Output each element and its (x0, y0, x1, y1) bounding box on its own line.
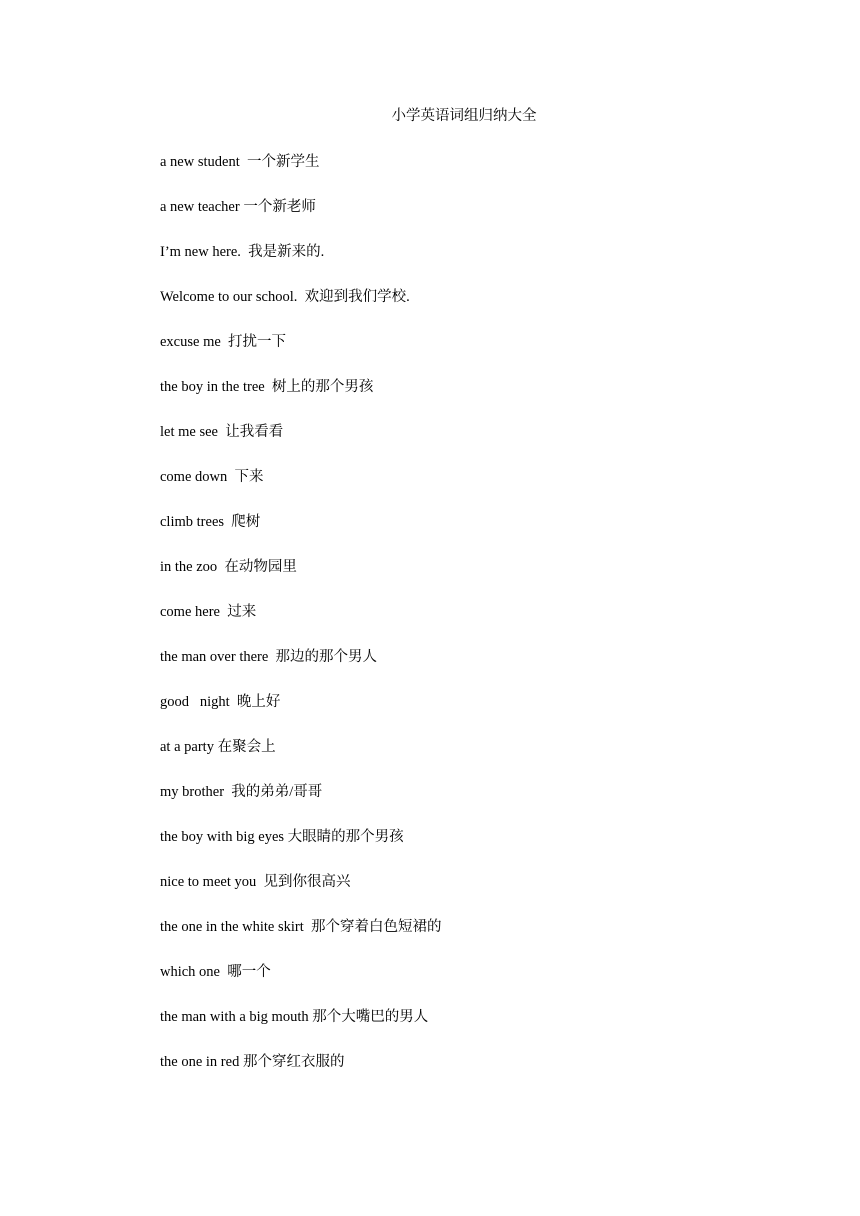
phrase-entry: the man with a big mouth 那个大嘴巴的男人 (160, 1009, 429, 1025)
phrase-entry: climb trees 爬树 (160, 514, 261, 530)
phrase-entry: the one in red 那个穿红衣服的 (160, 1054, 345, 1070)
phrase-entry: the one in the white skirt 那个穿着白色短裙的 (160, 919, 442, 935)
phrase-entry: in the zoo 在动物园里 (160, 559, 297, 575)
phrase-entry: my brother 我的弟弟/哥哥 (160, 784, 323, 800)
phrase-list (160, 151, 442, 1096)
phrase-entry: which one 哪一个 (160, 964, 271, 980)
document-title: 小学英语词组归纳大全 (391, 108, 537, 124)
phrase-entry: Welcome to our school. 欢迎到我们学校. (160, 289, 410, 305)
phrase-entry: the boy with big eyes 大眼睛的那个男孩 (160, 829, 404, 845)
phrase-entry: a new teacher 一个新老师 (160, 199, 316, 215)
phrase-entry: come down 下来 (160, 469, 264, 485)
phrase-entry: at a party 在聚会上 (160, 739, 276, 755)
phrase-entry: I’m new here. 我是新来的. (160, 244, 325, 260)
phrase-entry: excuse me 打扰一下 (160, 334, 287, 350)
phrase-entry: the man over there 那边的那个男人 (160, 649, 378, 665)
phrase-entry: a new student 一个新学生 (160, 154, 320, 170)
phrase-entry: come here 过来 (160, 604, 257, 620)
phrase-entry: good night 晚上好 (160, 694, 281, 710)
phrase-entry: let me see 让我看看 (160, 424, 284, 440)
phrase-entry: the boy in the tree 树上的那个男孩 (160, 379, 374, 395)
phrase-entry: nice to meet you 见到你很高兴 (160, 874, 351, 890)
